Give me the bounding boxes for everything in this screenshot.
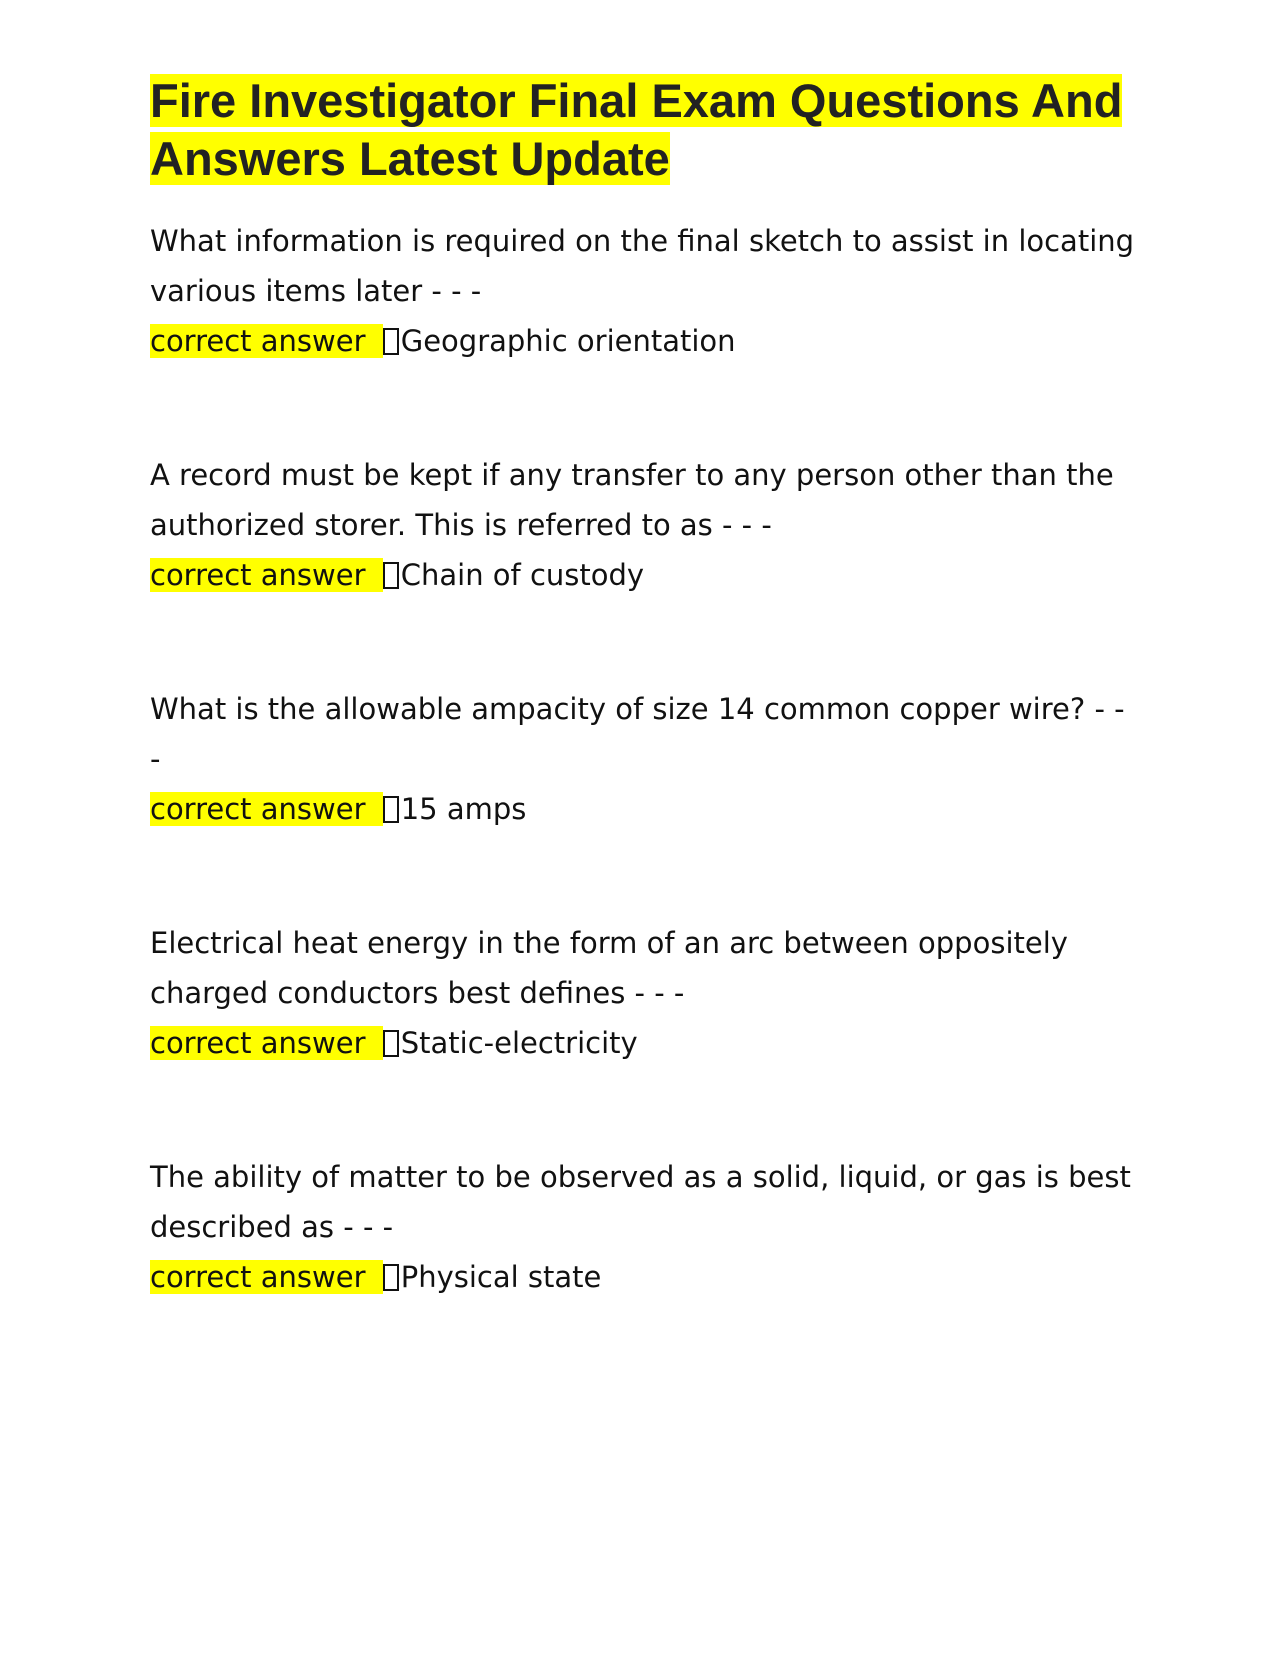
document-title <box>150 72 1140 188</box>
answer-line <box>150 1252 1140 1302</box>
document-title-text: Fire Investigator Final Exam Questions And Answers Latest Update <box>150 74 1123 185</box>
qa-item <box>150 1152 1140 1302</box>
question-text: Electrical heat energy in the form of an arc between oppositely charged conductors best defines - - - <box>150 926 1068 1010</box>
missing-glyph-box-icon <box>383 1264 399 1291</box>
answer-text: Geographic orientation <box>400 324 736 358</box>
question-text: The ability of matter to be observed as a solid, liquid, or gas is best described as - - - <box>150 1160 1131 1244</box>
missing-glyph-box-icon <box>383 562 399 589</box>
question-text: What is the allowable ampacity of size 14 common copper wire? - - - <box>150 692 1125 776</box>
missing-glyph-box-icon <box>383 328 399 355</box>
answer-line <box>150 784 1140 834</box>
answer-text: Static-electricity <box>400 1026 638 1060</box>
qa-item <box>150 918 1140 1068</box>
answer-text: Physical state <box>400 1260 602 1294</box>
correct-answer-label: correct answer <box>150 1260 383 1294</box>
correct-answer-label: correct answer <box>150 792 383 826</box>
answer-line <box>150 550 1140 600</box>
answer-text: Chain of custody <box>400 558 645 592</box>
correct-answer-label: correct answer <box>150 558 383 592</box>
missing-glyph-box-icon <box>383 796 399 823</box>
correct-answer-label: correct answer <box>150 324 383 358</box>
answer-line <box>150 316 1140 366</box>
question-text: A record must be kept if any transfer to any person other than the authorized storer. This is referred to as - - - <box>150 458 1114 542</box>
qa-item <box>150 450 1140 600</box>
missing-glyph-box-icon <box>383 1030 399 1057</box>
qa-item <box>150 684 1140 834</box>
answer-text: 15 amps <box>400 792 527 826</box>
qa-item <box>150 216 1140 366</box>
qa-list <box>150 216 1140 1302</box>
answer-line <box>150 1018 1140 1068</box>
question-text: What information is required on the final sketch to assist in locating various items later - - - <box>150 224 1135 308</box>
document-content <box>150 72 1140 1386</box>
correct-answer-label: correct answer <box>150 1026 383 1060</box>
